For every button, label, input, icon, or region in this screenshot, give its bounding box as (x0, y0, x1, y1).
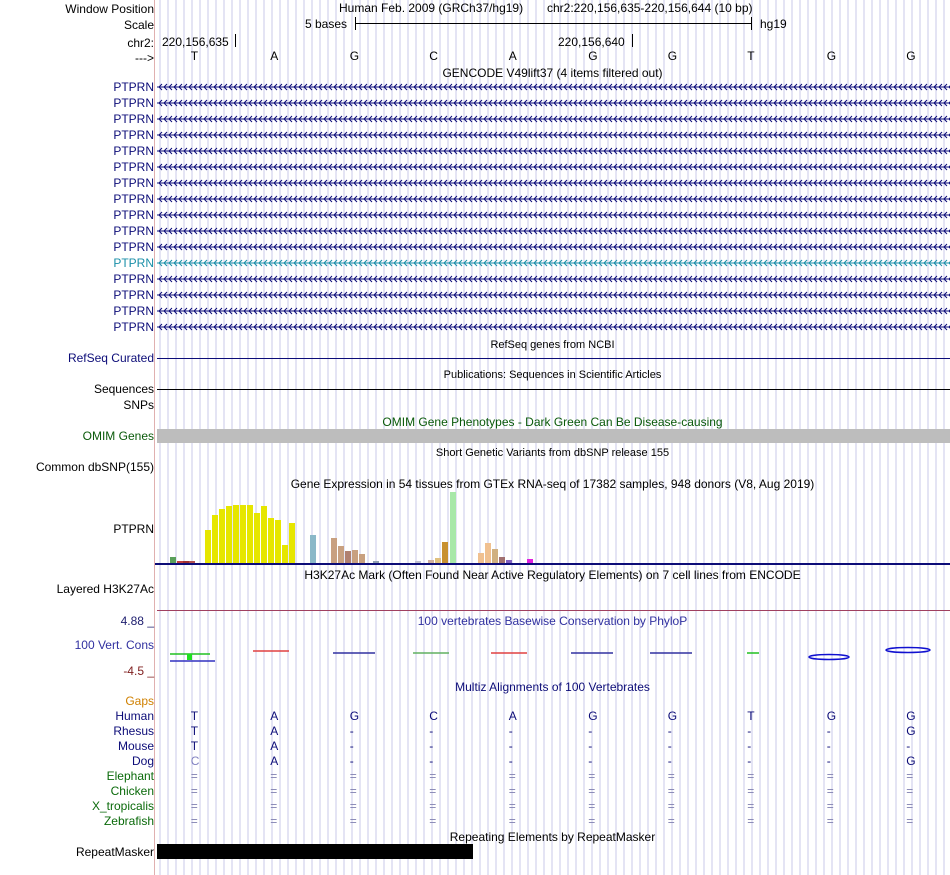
refseq-title: RefSeq genes from NCBI (490, 339, 615, 351)
gaps-label[interactable]: Gaps (125, 694, 154, 708)
multiz-base: - (429, 739, 434, 753)
gencode-gene-label[interactable]: PTPRN (113, 176, 154, 190)
gtex-bar[interactable] (268, 518, 274, 563)
gtex-bar[interactable] (442, 542, 448, 563)
multiz-base: = (826, 769, 834, 783)
base-letter: G (588, 49, 598, 63)
gtex-bar[interactable] (247, 505, 253, 563)
gtex-bar[interactable] (189, 561, 195, 563)
multiz-title: Multiz Alignments of 100 Vertebrates (455, 680, 650, 694)
multiz-base: = (429, 799, 437, 813)
multiz-base: = (826, 814, 834, 828)
multiz-base: = (190, 784, 198, 798)
gencode-gene-label[interactable]: PTPRN (113, 208, 154, 222)
multiz-base: = (270, 814, 278, 828)
multiz-base: T (747, 709, 755, 723)
publications-label[interactable]: Sequences (93, 382, 154, 396)
gtex-bar[interactable] (177, 561, 183, 563)
phylop-mark (886, 648, 930, 653)
multiz-base: = (588, 784, 596, 798)
omim-title: OMIM Gene Phenotypes - Dark Green Can Be Disease-causing (382, 415, 723, 429)
gtex-bar[interactable] (226, 506, 232, 563)
gtex-bar[interactable] (359, 554, 365, 563)
gtex-bar[interactable] (170, 557, 176, 563)
coord-left-tick (235, 34, 236, 47)
multiz-base: = (826, 799, 834, 813)
multiz-base: = (747, 769, 755, 783)
multiz-base: = (349, 784, 357, 798)
multiz-base: = (270, 784, 278, 798)
publications-line[interactable] (157, 389, 950, 390)
gencode-intron-line[interactable] (157, 114, 950, 124)
multiz-species-label[interactable]: Human (115, 709, 154, 723)
gtex-bar[interactable] (450, 492, 456, 563)
multiz-base: = (190, 814, 198, 828)
multiz-base: = (667, 799, 675, 813)
gtex-bar[interactable] (506, 560, 512, 563)
multiz-base: = (349, 799, 357, 813)
scale-text: 5 bases (305, 17, 348, 31)
scale-bar-right-tick (751, 17, 752, 30)
base-letter: G (667, 49, 678, 63)
multiz-base: = (747, 799, 755, 813)
chrom-label: chr2: (127, 36, 154, 50)
multiz-base: - (906, 739, 911, 753)
gtex-bar[interactable] (352, 550, 358, 563)
multiz-base: = (906, 799, 914, 813)
base-letter: A (508, 49, 517, 63)
multiz-base: - (667, 739, 672, 753)
multiz-base: = (429, 784, 437, 798)
multiz-base: G (906, 709, 916, 723)
base-letter: G (826, 49, 837, 63)
multiz-base: = (667, 814, 675, 828)
gtex-bar[interactable] (331, 538, 337, 563)
gencode-title: GENCODE V49lift37 (4 items filtered out) (442, 66, 663, 80)
h3k27ac-title: H3K27Ac Mark (Often Found Near Active Regulatory Elements) on 7 cell lines from ENCODE (304, 568, 801, 582)
multiz-base: A (508, 709, 517, 723)
gencode-intron-line[interactable] (157, 242, 950, 252)
multiz-base: = (270, 769, 278, 783)
multiz-base: - (826, 754, 831, 768)
base-letter: G (349, 49, 360, 63)
multiz-species-label[interactable]: Dog (131, 754, 154, 768)
multiz-base: = (667, 769, 675, 783)
multiz-base: T (190, 709, 199, 723)
gencode-intron-line[interactable] (157, 258, 950, 268)
gtex-bar[interactable] (212, 515, 218, 563)
coord-left: 220,156,635 (162, 35, 229, 49)
gencode-gene-label[interactable]: PTPRN (113, 304, 154, 318)
multiz-base: - (588, 754, 593, 768)
multiz-base: = (906, 769, 914, 783)
base-letter: C (429, 49, 438, 63)
multiz-base: - (667, 724, 672, 738)
gtex-bar-chart[interactable] (155, 491, 950, 567)
multiz-base: = (667, 784, 675, 798)
h3k27ac-baseline (157, 610, 950, 611)
gtex-bar[interactable] (499, 557, 505, 563)
gencode-gene-label[interactable]: PTPRN (113, 224, 154, 238)
multiz-species-label[interactable]: Zebrafish (103, 814, 154, 828)
multiz-base: = (588, 814, 596, 828)
multiz-base: - (747, 739, 752, 753)
multiz-base: A (270, 754, 279, 768)
repeatmasker-block[interactable] (157, 844, 473, 859)
gtex-bar[interactable] (275, 520, 281, 563)
omim-bar[interactable] (157, 429, 950, 443)
multiz-base: = (906, 784, 914, 798)
base-letter: A (270, 49, 279, 63)
multiz-base: = (747, 784, 755, 798)
gtex-bar[interactable] (492, 549, 498, 563)
gtex-bar[interactable] (338, 546, 344, 563)
multiz-base: G (349, 709, 360, 723)
gtex-bar[interactable] (254, 513, 260, 563)
multiz-base: = (906, 814, 914, 828)
multiz-base: = (270, 799, 278, 813)
multiz-base: - (429, 754, 434, 768)
gencode-gene-label[interactable]: PTPRN (113, 240, 154, 254)
multiz-base: = (588, 769, 596, 783)
phylop-label[interactable]: 100 Vert. Cons (74, 638, 154, 652)
multiz-base: - (508, 724, 513, 738)
multiz-base: - (349, 739, 354, 753)
phylop-mark (187, 654, 192, 660)
multiz-base: - (588, 724, 593, 738)
multiz-base: = (349, 814, 357, 828)
phylop-min: -4.5 _ (123, 664, 154, 678)
publications-title: Publications: Sequences in Scientific Articles (443, 369, 662, 381)
base-letter: T (190, 49, 199, 63)
phylop-graph[interactable] (155, 642, 950, 672)
coord-mid: 220,156,640 (558, 35, 625, 49)
multiz-species-label[interactable]: Mouse (117, 739, 154, 753)
gencode-gene-label[interactable]: PTPRN (113, 80, 154, 94)
gencode-gene-label[interactable]: PTPRN (113, 112, 154, 126)
dbsnp-label[interactable]: Common dbSNP(155) (35, 460, 154, 474)
multiz-base: - (667, 754, 672, 768)
gencode-gene-label[interactable]: PTPRN (113, 144, 154, 158)
gtex-bar[interactable] (183, 561, 189, 563)
gencode-intron-line[interactable] (157, 98, 950, 108)
gencode-gene-label[interactable]: PTPRN (113, 288, 154, 302)
gtex-bar[interactable] (527, 559, 533, 563)
multiz-base: = (508, 799, 516, 813)
gencode-intron-line[interactable] (157, 290, 950, 300)
multiz-base: G (826, 709, 837, 723)
multiz-base: = (508, 784, 516, 798)
gencode-intron-line[interactable] (157, 194, 950, 204)
multiz-base: - (747, 754, 752, 768)
multiz-base: - (747, 724, 752, 738)
gtex-bar[interactable] (373, 561, 379, 563)
base-letter: G (906, 49, 916, 63)
multiz-base: = (508, 814, 516, 828)
gencode-gene-label[interactable]: PTPRN (113, 96, 154, 110)
multiz-base: - (588, 739, 593, 753)
multiz-base: - (508, 739, 513, 753)
gencode-gene-label[interactable]: PTPRN (113, 160, 154, 174)
multiz-base: = (747, 814, 755, 828)
gtex-bar[interactable] (219, 509, 225, 563)
phylop-title: 100 vertebrates Basewise Conservation by PhyloP (417, 614, 688, 628)
gencode-intron-line[interactable] (157, 82, 950, 92)
gtex-bar[interactable] (428, 560, 434, 563)
strand-label: ---> (135, 51, 154, 65)
gencode-intron-line[interactable] (157, 130, 950, 140)
gtex-bar[interactable] (310, 535, 316, 563)
label-divider (154, 0, 155, 875)
gtex-bar[interactable] (478, 553, 484, 563)
gencode-intron-line[interactable] (157, 226, 950, 236)
multiz-base: T (190, 739, 199, 753)
multiz-base: - (508, 754, 513, 768)
coord-mid-tick (632, 34, 633, 47)
gtex-bar[interactable] (289, 523, 295, 563)
gtex-bar[interactable] (261, 506, 267, 563)
gtex-bar[interactable] (485, 543, 491, 563)
multiz-base: = (190, 769, 198, 783)
multiz-species-label[interactable]: Elephant (106, 769, 154, 783)
multiz-base: - (349, 754, 354, 768)
gtex-bar[interactable] (205, 530, 211, 563)
multiz-base: - (349, 724, 354, 738)
multiz-base: = (588, 799, 596, 813)
refseq-label[interactable]: RefSeq Curated (67, 351, 154, 365)
multiz-base: = (349, 769, 357, 783)
gencode-gene-label[interactable]: PTPRN (113, 128, 154, 142)
phylop-max: 4.88 _ (120, 614, 154, 628)
multiz-base: = (429, 814, 437, 828)
multiz-base: C (429, 709, 438, 723)
phylop-mark (809, 655, 849, 660)
gtex-title: Gene Expression in 54 tissues from GTEx RNA-seq of 17382 samples, 948 donors (V8, Aug 2019) (290, 477, 815, 491)
multiz-base: A (270, 709, 279, 723)
position-text: chr2:220,156,635-220,156,644 (10 bp) (547, 1, 753, 15)
multiz-base: G (906, 754, 916, 768)
gtex-bar[interactable] (435, 558, 441, 563)
gtex-bar[interactable] (282, 545, 288, 563)
gencode-gene-label[interactable]: PTPRN (113, 320, 154, 334)
h3k27ac-label[interactable]: Layered H3K27Ac (56, 582, 154, 596)
scale-label: Scale (123, 18, 154, 32)
snps-label[interactable]: SNPs (123, 398, 154, 412)
gtex-bar[interactable] (345, 551, 351, 563)
gencode-intron-line[interactable] (157, 210, 950, 220)
gencode-intron-line[interactable] (157, 146, 950, 156)
gencode-gene-label[interactable]: PTPRN (113, 272, 154, 286)
multiz-base: = (826, 784, 834, 798)
refseq-line[interactable] (157, 358, 950, 359)
gencode-intron-line[interactable] (157, 306, 950, 316)
gencode-intron-line[interactable] (157, 178, 950, 188)
multiz-base: C (190, 754, 200, 768)
multiz-species-label[interactable]: Chicken (110, 784, 154, 798)
scale-bar (355, 23, 751, 24)
multiz-species-label[interactable]: Rhesus (113, 724, 154, 738)
gencode-gene-label[interactable]: PTPRN (113, 256, 154, 270)
multiz-base: = (508, 769, 516, 783)
multiz-species-label[interactable]: X_tropicalis (91, 799, 154, 813)
gtex-bar[interactable] (233, 505, 239, 563)
gtex-bar[interactable] (415, 561, 421, 563)
multiz-base: - (826, 724, 831, 738)
multiz-base: G (906, 724, 916, 738)
repeatmasker-title: Repeating Elements by RepeatMasker (449, 830, 656, 844)
multiz-base: = (429, 769, 437, 783)
gencode-intron-line[interactable] (157, 162, 950, 172)
window-position-label: Window Position (65, 2, 154, 16)
scale-bar-left-tick (355, 17, 356, 30)
base-letter: T (747, 49, 755, 63)
gtex-label[interactable]: PTPRN (113, 522, 154, 536)
gtex-bar[interactable] (240, 505, 246, 563)
multiz-base: - (429, 724, 434, 738)
repeatmasker-label[interactable]: RepeatMasker (75, 845, 154, 859)
scale-assembly: hg19 (760, 17, 787, 31)
multiz-base: G (588, 709, 598, 723)
multiz-base: = (190, 799, 198, 813)
multiz-base: G (667, 709, 678, 723)
gencode-intron-line[interactable] (157, 274, 950, 284)
multiz-base: - (826, 739, 831, 753)
gencode-intron-line[interactable] (157, 322, 950, 332)
assembly-title: Human Feb. 2009 (GRCh37/hg19) (339, 1, 524, 15)
multiz-base: T (190, 724, 199, 738)
multiz-base: A (270, 739, 279, 753)
omim-label[interactable]: OMIM Genes (82, 429, 154, 443)
multiz-base: A (270, 724, 279, 738)
gencode-gene-label[interactable]: PTPRN (113, 192, 154, 206)
dbsnp-title: Short Genetic Variants from dbSNP release 155 (435, 447, 670, 459)
